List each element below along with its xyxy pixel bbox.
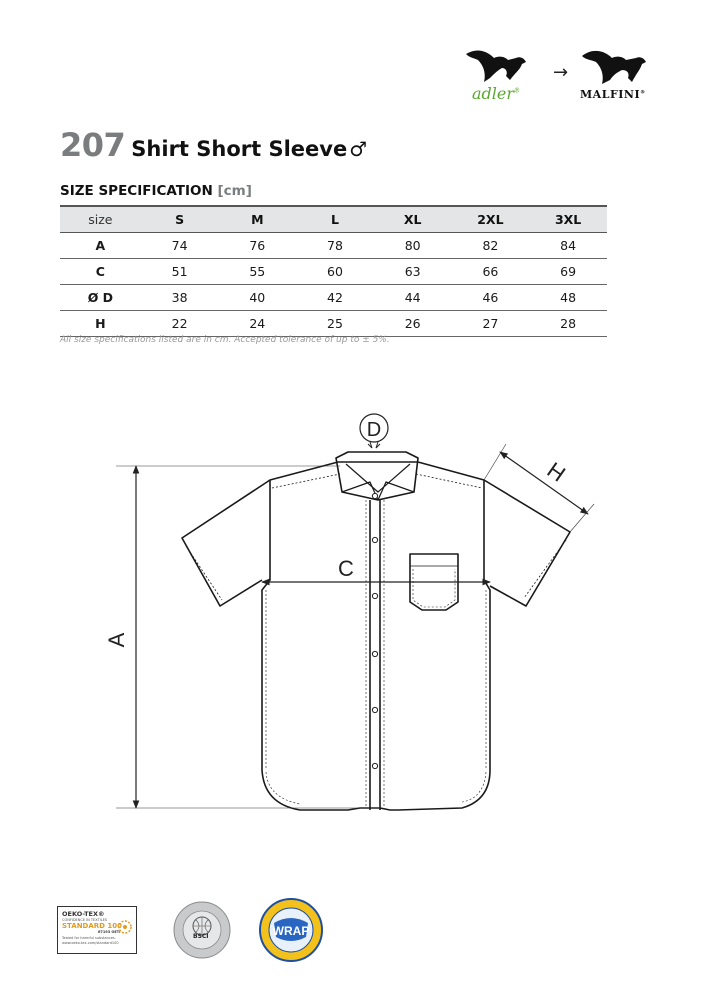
table-cell: 74 [171,238,188,253]
table-cell: 28 [560,316,577,331]
table-cell: 40 [249,290,266,305]
malfini-bird-logo-icon [580,44,654,86]
table-row [60,233,607,259]
table-cell: 82 [482,238,499,253]
wrap-label: WRAP [272,924,310,938]
size-spec-heading: SIZE SPECIFICATION [cm] [60,183,252,199]
adler-bird-logo-icon [464,44,534,84]
label-a: A [104,632,129,648]
table-cell: 26 [404,316,421,331]
table-cell: 69 [560,264,577,279]
wrap-certification-icon [258,897,324,963]
size-table-header-row [60,206,607,233]
table-header-cell: S [175,212,185,227]
table-cell: 63 [404,264,421,279]
table-header-cell: M [251,212,264,227]
table-cell: 55 [249,264,266,279]
table-cell: 24 [249,316,266,331]
shirt-outline [182,452,570,810]
oeko-flower-icon [118,920,132,934]
table-row [60,259,607,285]
row-label: Ø D [87,290,114,305]
table-cell: 76 [249,238,266,253]
table-cell: 44 [404,290,421,305]
table-cell: 84 [560,238,577,253]
adler-logo-text: adler® [472,84,521,103]
label-c: C [338,556,354,581]
size-table [60,205,607,337]
row-label: C [95,264,105,279]
row-label: H [95,316,106,331]
product-name: Shirt Short Sleeve [131,137,348,161]
table-header-cell: size [88,212,113,227]
table-cell: 66 [482,264,499,279]
table-header-cell: 2XL [477,212,504,227]
male-gender-icon: ♂ [349,137,368,161]
table-cell: 60 [327,264,343,279]
measure-h-guide-2 [570,504,594,532]
table-cell: 25 [327,316,343,331]
table-cell: 78 [327,238,343,253]
bsci-seal-icon [172,900,232,960]
shirt-measurement-diagram [0,400,707,840]
row-label: A [95,238,106,253]
table-row [60,285,607,311]
malfini-logo-text: MALFINI® [580,88,646,101]
label-d: D [366,419,382,441]
label-h: H [542,457,570,487]
table-header-cell: XL [403,212,422,227]
bsci-label: BSCI [193,933,209,940]
table-header-cell: 3XL [554,212,582,227]
measure-d-arrows [368,442,380,448]
table-header-cell: L [331,212,339,227]
oeko-tex-badge: OEKO-TEX® CONFIDENCE IN TEXTILES STANDARD 100 67193 OETI Tested for harmful substances. www.oeko-tex.com/standard100 [57,906,137,954]
tolerance-note: All size specifications listed are in cm. Accepted tolerance of up to ± 5%. [60,335,390,345]
shirt-buttons [372,493,377,768]
size-spec-unit: [cm] [217,183,252,199]
table-cell: 46 [482,290,499,305]
table-cell: 48 [560,290,577,305]
table-cell: 80 [404,238,421,253]
table-cell: 38 [171,290,188,305]
table-row [60,311,607,337]
table-cell: 51 [171,264,188,279]
table-cell: 27 [482,316,499,331]
brand-transition-arrow-icon: → [553,62,569,83]
product-code: 207 [60,126,126,164]
table-cell: 22 [171,316,188,331]
table-cell: 42 [327,290,343,305]
product-title [60,126,367,164]
measure-h-guide-1 [484,444,506,480]
measure-h-line [500,452,588,514]
